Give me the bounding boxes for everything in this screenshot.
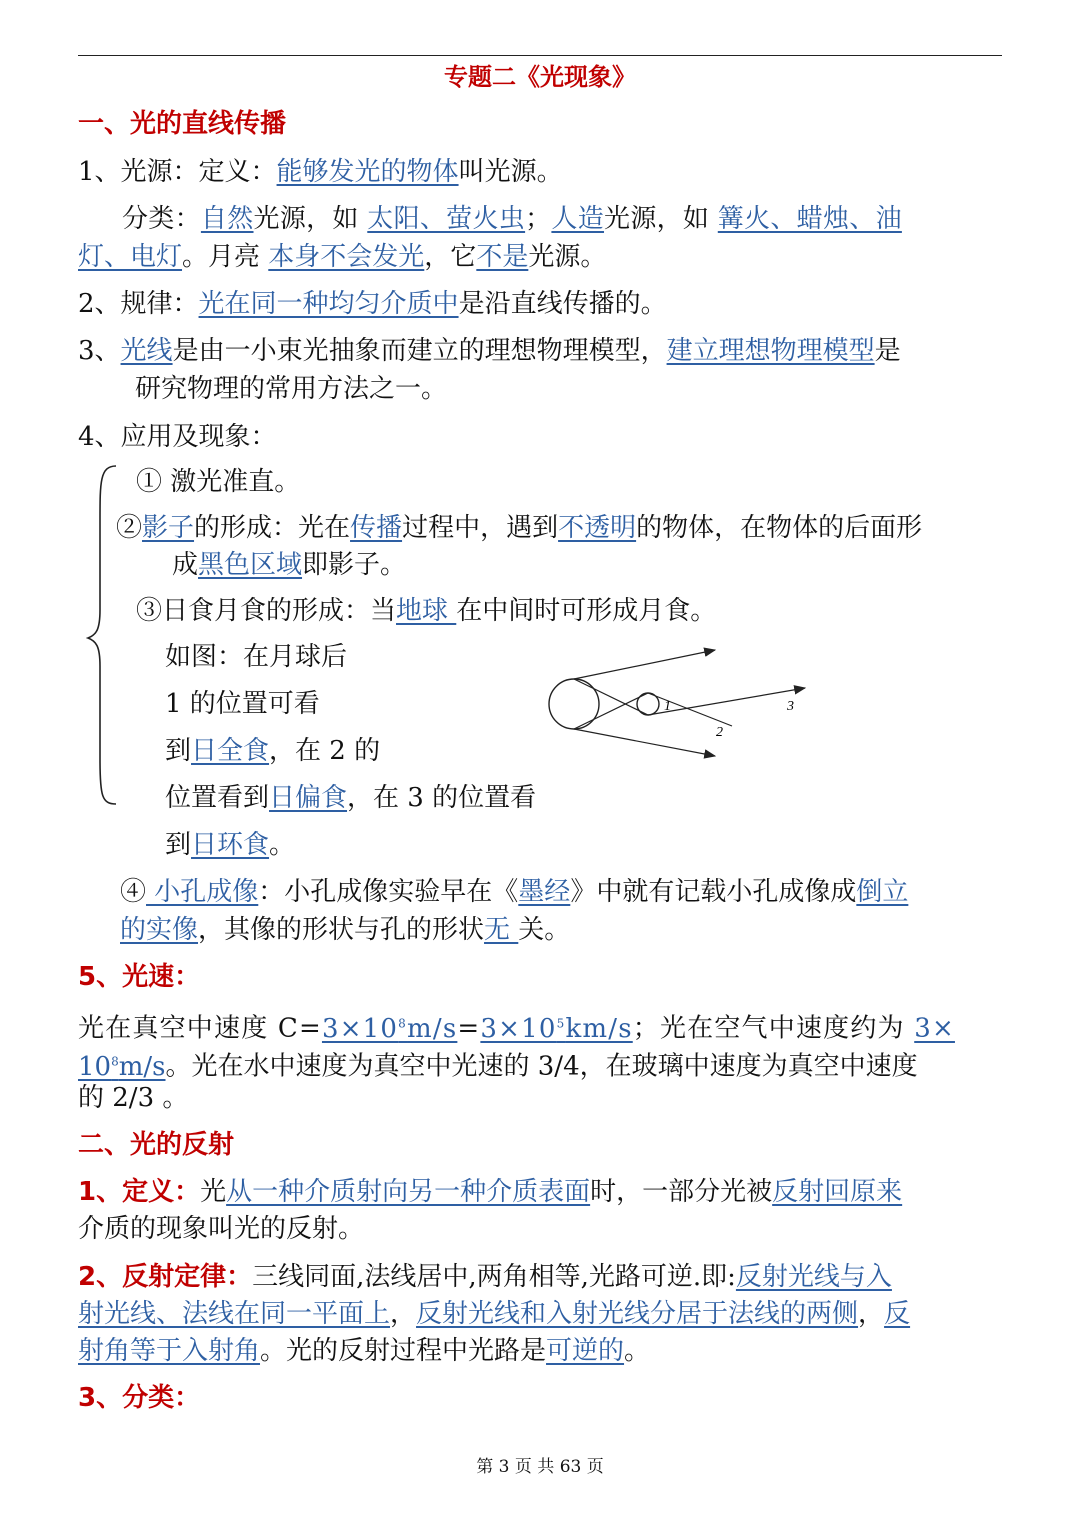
answer: 太阳、萤火虫 bbox=[367, 204, 526, 234]
text: 即影子。 bbox=[302, 550, 407, 580]
text: 叫光源。 bbox=[458, 157, 563, 187]
answer: 墨经 bbox=[518, 877, 571, 907]
text: 是由一小束光抽象而建立的理想物理模型， bbox=[172, 336, 667, 366]
label: 2、反射定律： bbox=[78, 1262, 253, 1292]
text: 时，一部分光被 bbox=[590, 1177, 773, 1207]
answer: 黑色区域 bbox=[198, 550, 303, 580]
text: 光在真空中速度 C= bbox=[78, 1013, 322, 1044]
answer bbox=[480, 1014, 632, 1044]
answer: 反射光线与入 bbox=[735, 1262, 892, 1292]
answer: 不透明 bbox=[558, 513, 637, 543]
answer: 影子 bbox=[142, 513, 195, 543]
text: 是 bbox=[874, 336, 901, 366]
eclipse-text-1: 如图：在月球后 bbox=[165, 642, 348, 672]
exponent: 8 bbox=[111, 1054, 119, 1068]
diagram-label-3: 3 bbox=[787, 699, 794, 714]
para-reflection-law-cont bbox=[78, 1297, 910, 1331]
answer: 从一种介质射向另一种介质表面 bbox=[226, 1177, 591, 1207]
text: 光源。 bbox=[528, 242, 607, 272]
text: km/s bbox=[565, 1013, 633, 1044]
answer: 光线 bbox=[120, 336, 173, 366]
text: m/s bbox=[118, 1051, 166, 1082]
text: 10 bbox=[78, 1051, 112, 1082]
text: ③日食月食的形成：当 bbox=[136, 596, 397, 626]
answer: 人造 bbox=[551, 204, 605, 234]
para-light-source-def bbox=[78, 155, 563, 189]
answer: 日环食 bbox=[191, 830, 270, 860]
answer: 地球 bbox=[396, 596, 457, 626]
para-light-ray bbox=[78, 334, 901, 368]
item-laser: ① 激光准直。 bbox=[136, 467, 301, 497]
page-title: 专题二《光现象》 bbox=[444, 63, 636, 91]
answer: 可逆的 bbox=[546, 1336, 625, 1366]
text: 在中间时可形成月食。 bbox=[456, 596, 717, 626]
answer: 日偏食 bbox=[269, 783, 348, 813]
answer: 能够发光的物体 bbox=[276, 157, 459, 187]
para-rule bbox=[78, 287, 667, 321]
answer: 射角等于入射角 bbox=[78, 1336, 261, 1366]
text: 光 bbox=[200, 1177, 227, 1207]
para-reflection-def-cont: 介质的现象叫光的反射。 bbox=[78, 1214, 365, 1244]
text: 到 bbox=[165, 736, 192, 766]
answer bbox=[322, 1014, 457, 1044]
label: 1、定义： bbox=[78, 1177, 201, 1207]
item-shadow bbox=[116, 511, 922, 545]
text: ， bbox=[858, 1299, 885, 1329]
answer: 自然 bbox=[200, 204, 254, 234]
eclipse-text-2: 1 的位置可看 bbox=[165, 689, 320, 719]
para-classify-cont bbox=[78, 240, 606, 274]
para-speed bbox=[78, 1006, 955, 1046]
diagram-label-1: 1 bbox=[664, 699, 671, 714]
para-classify bbox=[122, 202, 902, 236]
exponent: 5 bbox=[556, 1016, 566, 1030]
item-pinhole bbox=[120, 875, 908, 909]
text: ；光在空气中速度约为 bbox=[632, 1013, 915, 1044]
answer: 射光线、法线在同一平面上 bbox=[78, 1299, 391, 1329]
text: ， bbox=[390, 1299, 417, 1329]
text: 成 bbox=[172, 550, 199, 580]
answer: 的实像 bbox=[120, 915, 199, 945]
text: 3×10 bbox=[321, 1013, 399, 1044]
section-heading-2: 二、光的反射 bbox=[78, 1130, 235, 1160]
text: 光源，如 bbox=[253, 204, 368, 234]
text: 过程中，遇到 bbox=[402, 513, 559, 543]
eclipse-text-5 bbox=[165, 828, 295, 862]
text: ④ bbox=[120, 877, 147, 907]
text: 1、光源：定义： bbox=[78, 157, 277, 187]
answer: 3× bbox=[914, 1013, 955, 1044]
answer: 倒立 bbox=[856, 877, 909, 907]
text: 光源，如 bbox=[604, 204, 718, 234]
text: 分类： bbox=[122, 204, 201, 234]
page-footer: 第 3 页 共 63 页 bbox=[476, 1457, 604, 1477]
text: 是沿直线传播的。 bbox=[458, 289, 667, 319]
answer: 传播 bbox=[350, 513, 403, 543]
text: 3、 bbox=[78, 336, 121, 366]
header-rule bbox=[78, 55, 1002, 56]
text: 到 bbox=[165, 830, 192, 860]
eclipse-text-3 bbox=[165, 734, 380, 768]
section-heading-1: 一、光的直线传播 bbox=[78, 109, 287, 139]
text: 。光的反射过程中光路是 bbox=[260, 1336, 547, 1366]
sun-icon bbox=[549, 679, 599, 729]
para-reflection-law-cont-2 bbox=[78, 1334, 650, 1368]
text: 。光在水中速度为真空中光速的 3/4，在玻璃中速度为真空中速度 bbox=[165, 1051, 918, 1082]
item-shadow-cont bbox=[172, 548, 406, 582]
answer: 本身不会发光 bbox=[268, 242, 425, 272]
section-heading-speed: 5、光速： bbox=[78, 962, 201, 992]
text: 。 bbox=[269, 830, 296, 860]
text: ② bbox=[116, 513, 143, 543]
item-pinhole-cont bbox=[120, 913, 570, 947]
eclipse-diagram bbox=[540, 640, 820, 760]
section-heading-classify: 3、分类： bbox=[78, 1383, 201, 1413]
text: 三线同面,法线居中,两角相等,光路可逆.即: bbox=[252, 1262, 736, 1292]
text: ，它 bbox=[424, 242, 477, 272]
answer: 反射回原来 bbox=[772, 1177, 903, 1207]
para-speed-cont-2: 的 2/3 。 bbox=[78, 1083, 189, 1113]
para-applications: 4、应用及现象： bbox=[78, 422, 277, 452]
text: ，在 2 的 bbox=[269, 736, 381, 766]
answer: 反 bbox=[884, 1299, 911, 1329]
text: ，其像的形状与孔的形状 bbox=[198, 915, 485, 945]
para-reflection-law bbox=[78, 1260, 892, 1294]
answer bbox=[78, 1052, 166, 1082]
text: 2、规律： bbox=[78, 289, 199, 319]
answer: 篝火、蜡烛、油 bbox=[717, 204, 902, 234]
answer: 光在同一种均匀介质中 bbox=[198, 289, 459, 319]
para-speed-cont bbox=[78, 1044, 918, 1084]
item-eclipse bbox=[136, 594, 716, 628]
exponent: 8 bbox=[398, 1016, 408, 1030]
text: ，在 3 的位置看 bbox=[347, 783, 537, 813]
answer: 灯、电灯 bbox=[78, 242, 183, 272]
text: 。月亮 bbox=[182, 242, 269, 272]
text: ：小孔成像实验早在《 bbox=[258, 877, 519, 907]
text: ； bbox=[525, 204, 552, 234]
answer: 小孔成像 bbox=[146, 877, 259, 907]
diagram-label-2: 2 bbox=[716, 725, 723, 740]
text: 关。 bbox=[518, 915, 571, 945]
text: 的形成：光在 bbox=[194, 513, 351, 543]
text: 。 bbox=[624, 1336, 651, 1366]
text: 3×10 bbox=[480, 1013, 557, 1044]
text: 位置看到 bbox=[165, 783, 270, 813]
eclipse-text-4 bbox=[165, 781, 536, 815]
para-light-ray-cont: 研究物理的常用方法之一。 bbox=[135, 374, 448, 404]
text: = bbox=[457, 1013, 481, 1044]
text: 的物体，在物体的后面形 bbox=[636, 513, 923, 543]
para-reflection-def bbox=[78, 1175, 902, 1209]
text: 》中就有记载小孔成像成 bbox=[570, 877, 857, 907]
answer: 日全食 bbox=[191, 736, 270, 766]
text: m/s bbox=[407, 1013, 458, 1044]
answer: 反射光线和入射光线分居于法线的两侧 bbox=[416, 1299, 859, 1329]
answer: 建立理想物理模型 bbox=[666, 336, 875, 366]
answer: 不是 bbox=[476, 242, 529, 272]
answer: 无 bbox=[484, 915, 519, 945]
